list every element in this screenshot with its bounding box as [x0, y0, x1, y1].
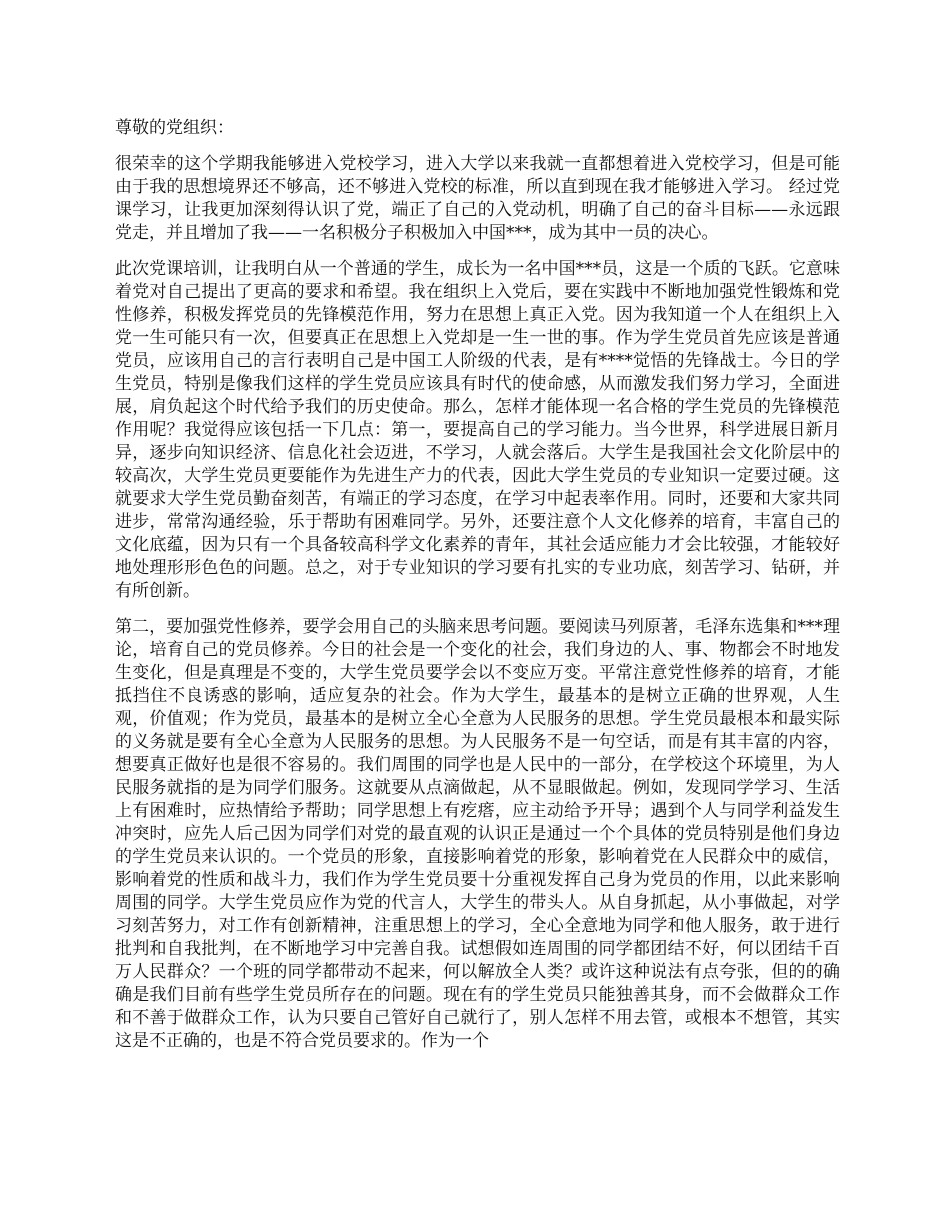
paragraph-1: 很荣幸的这个学期我能够进入党校学习，进入大学以来我就一直都想着进入党校学习，但是可能由于我的思想境界还不够高，还不够进入党校的标准，所以直到现在我才能够进入学习。 经过党课学习，让我更加深刻得认识了党，端正了自己的入党动机，明确了自己的奋斗目标——永远跟党走，并且增加了我——一名积极分子积极加入中国***，成为其中一员的决心。 — [115, 154, 840, 243]
document-page — [115, 117, 840, 1066]
paragraph-2: 此次党课培训，让我明白从一个普通的学生，成长为一名中国***员，这是一个质的飞跃。它意味着党对自己提出了更高的要求和希望。我在组织上入党后，要在实践中不断地加强党性锻炼和党性修养，积极发挥党员的先锋模范作用，努力在思想上真正入党。因为我知道一个人在组织上入党一生可能只有一次，但要真正在思想上入党却是一生一世的事。作为学生党员首先应该是普通党员，应该用自己的言行表明自己是中国工人阶级的代表，是有****觉悟的先锋战士。今日的学生党员，特别是像我们这样的学生党员应该具有时代的使命感，从而激发我们努力学习，全面进展，肩负起这个时代给予我们的历史使命。那么，怎样才能体现一名合格的学生党员的先锋模范作用呢？我觉得应该包括一下几点：第一，要提高自己的学习能力。当今世界，科学进展日新月异，逐步向知识经济、信息化社会迈进，不学习，人就会落后。大学生是我国社会文化阶层中的较高次，大学生党员更要能作为先进生产力的代表，因此大学生党员的专业知识一定要过硬。这就要求大学生党员勤奋刻苦，有端正的学习态度，在学习中起表率作用。同时，还要和大家共同进步，常常沟通经验，乐于帮助有困难同学。另外，还要注意个人文化修养的培育，丰富自己的文化底蕴，因为只有一个具备较高科学文化素养的青年，其社会适应能力才会比较强，才能较好地处理形形色色的问题。总之，对于专业知识的学习要有扎实的专业功底，刻苦学习、钻研，并有所创新。 — [115, 259, 840, 601]
greeting: 尊敬的党组织： — [115, 118, 234, 138]
paragraph-3: 第二，要加强党性修养，要学会用自己的头脑来思考问题。要阅读马列原著，毛泽东选集和***理论，培育自己的党员修养。今日的社会是一个变化的社会，我们身边的人、事、物都会不时地发生变化，但是真理是不变的，大学生党员要学会以不变应万变。平常注意党性修养的培育，才能抵挡住不良诱惑的影响，适应复杂的社会。作为大学生，最基本的是树立正确的世界观，人生观，价值观；作为党员，最基本的是树立全心全意为人民服务的思想。学生党员最根本和最实际的义务就是要有全心全意为人民服务的思想。为人民服务不是一句空话，而是有其丰富的内容，想要真正做好也是很不容易的。我们周围的同学也是人民中的一部分，在学校这个环境里，为人民服务就指的是为同学们服务。这就要从点滴做起，从不显眼做起。例如，发现同学学习、生活上有困难时，应热情给予帮助；同学思想上有疙瘩，应主动给予开导；遇到个人与同学利益发生冲突时，应先人后己因为同学们对党的最直观的认识正是通过一个个具体的党员特别是他们身边的学生党员来认识的。一个党员的形象，直接影响着党的形象，影响着党在人民群众中的威信，影响着党的性质和战斗力，我们作为学生党员要十分重视发挥自己身为党员的作用，以此来影响周围的同学。大学生党员应作为党的代言人，大学生的带头人。从自身抓起，从小事做起，对学习刻苦努力，对工作有创新精神，注重思想上的学习，全心全意地为同学和他人服务，敢于进行批判和自我批判，在不断地学习中完善自我。试想假如连周围的同学都团结不好，何以团结千百万人民群众？一个班的同学都带动不起来，何以解放全人类？或许这种说法有点夸张，但的的确确是我们目前有些学生党员所存在的问题。现在有的学生党员只能独善其身，而不会做群众工作和不善于做群众工作，认为只要自己管好自己就行了，别人怎样不用去管，或根本不想管，其实这是不正确的，也是不符合党员要求的。作为一个 — [115, 617, 840, 1051]
